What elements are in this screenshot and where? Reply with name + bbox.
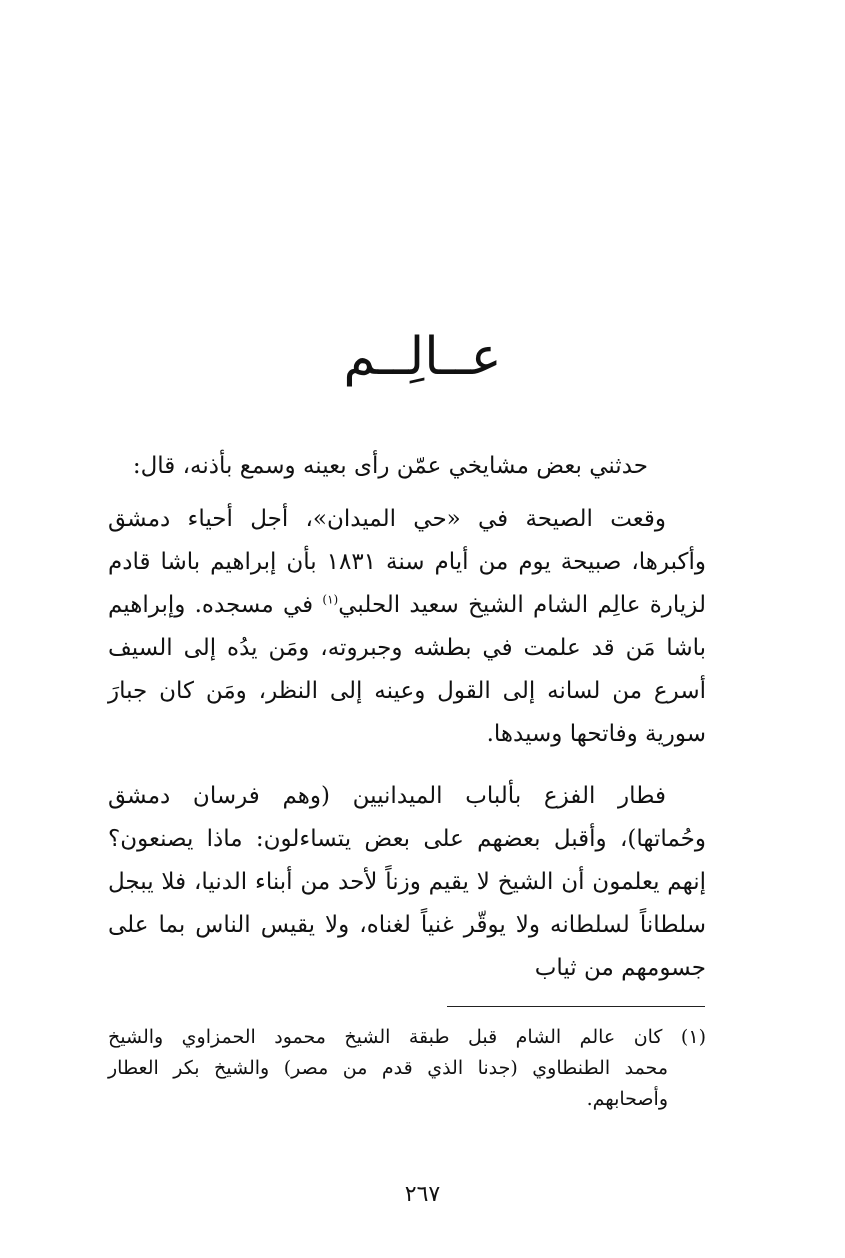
body-text	[108, 445, 706, 990]
footnote-line-1: (١) كان عالم الشام قبل طبقة الشيخ محمود الحمزاوي والشيخ	[108, 1026, 706, 1048]
footnote-line-3: وأصحابهم.	[586, 1088, 668, 1110]
chapter-title: عــالِــم	[343, 327, 502, 387]
footnote-separator	[447, 1006, 705, 1007]
paragraph-1-text-start: وقعت الصيحة في «حي الميدان»، أجل أحياء دمشق وأكبرها، صبيحة يوم من أيام سنة ١٨٣١ بأن إبراهيم باشا قادم لزيارة عالِم الشام الشيخ سعيد الحلبي	[108, 506, 707, 618]
page-number: ٢٦٧	[404, 1182, 441, 1207]
footnote	[108, 1022, 706, 1115]
paragraph-1	[108, 498, 706, 756]
paragraph-2: فطار الفزع بألباب الميدانيين (وهم فرسان دمشق وحُماتها)، وأقبل بعضهم على بعض يتساءلون: ماذا يصنعون؟ إنهم يعلمون أن الشيخ لا يقيم وزناً لأحد من أبناء الدنيا، فلا يبجل سلطاناً لسلطانه ولا يوقّر غنياً لغناه، ولا يقيس الناس بما على جسومهم من ثياب	[108, 783, 706, 981]
footnote-line-2: محمد الطنطاوي (جدنا الذي قدم من مصر) والشيخ بكر العطار	[108, 1057, 668, 1079]
footnote-reference: (١)	[322, 592, 339, 607]
intro-paragraph: حدثني بعض مشايخي عمّن رأى بعينه وسمع بأذنه، قال:	[132, 453, 648, 479]
paragraph-1-text-end: في مسجده. وإبراهيم باشا مَن قد علمت في بطشه وجبروته، ومَن يدُه إلى السيف أسرع من لسانه إلى القول وعينه إلى النظر، ومَن كان جبارَ سورية وفاتحها وسيدها.	[108, 592, 706, 747]
